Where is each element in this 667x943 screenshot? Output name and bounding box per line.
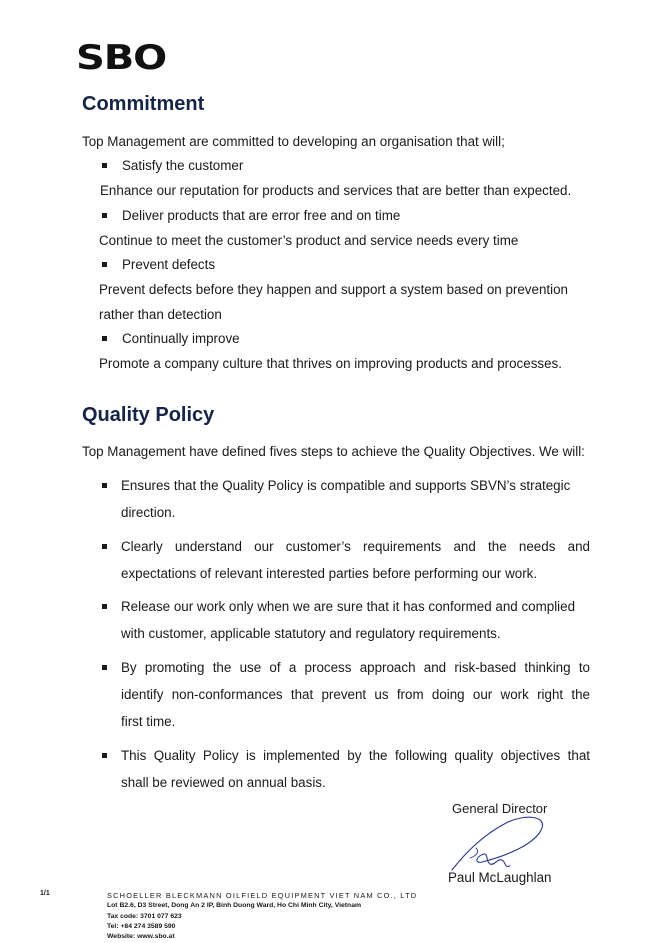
handwritten-signature <box>446 812 550 874</box>
policy-item <box>102 477 590 520</box>
footer-address: Lot B2.6, D3 Street, Dong An 2 IP, Binh Duong Ward, Ho Chi Minh City, Vietnam <box>107 902 362 909</box>
signatory-name: Paul McLaughlan <box>448 870 552 885</box>
page-number: 1/1 <box>40 890 50 897</box>
bullet-icon <box>102 163 107 168</box>
policy-item-line: By promoting the use of a process approach and risk-based thinking to <box>121 660 590 675</box>
policy-item <box>102 747 590 790</box>
signatory-role: General Director <box>452 801 548 816</box>
commitment-item-desc: Prevent defects before they happen and support a system based on prevention <box>99 282 568 297</box>
commitment-intro: Top Management are committed to developing an organisation that will; <box>82 134 505 149</box>
policy-item <box>102 538 590 581</box>
company-logo <box>76 40 168 74</box>
bullet-icon <box>102 665 107 670</box>
policy-item <box>102 659 590 729</box>
commitment-heading: Commitment <box>82 93 205 115</box>
footer-company-name: SCHOELLER BLECKMANN OILFIELD EQUIPMENT VIET NAM CO., LTD <box>107 891 418 900</box>
commitment-item-title: Satisfy the customer <box>122 158 244 173</box>
commitment-item-desc: rather than detection <box>99 307 222 322</box>
policy-item-line: Ensures that the Quality Policy is compatible and supports SBVN’s strategic <box>121 478 571 493</box>
policy-item-line: shall be reviewed on annual basis. <box>121 775 326 790</box>
commitment-item-desc: Promote a company culture that thrives on improving products and processes. <box>99 356 562 371</box>
policy-item <box>102 598 590 641</box>
policy-item-line: direction. <box>121 505 176 520</box>
policy-item-line: expectations of relevant interested parties before performing our work. <box>121 566 538 581</box>
footer-phone: Tel: +84 274 3589 590 <box>107 923 176 930</box>
quality-policy-heading: Quality Policy <box>82 404 215 426</box>
quality-policy-intro: Top Management have defined fives steps to achieve the Quality Objectives. We will: <box>82 444 585 459</box>
policy-item-line: first time. <box>121 714 176 729</box>
logo-text: SBO <box>76 40 167 74</box>
footer-tax-code: Tax code: 3701 077 623 <box>107 913 182 920</box>
bullet-icon <box>102 262 107 267</box>
commitment-item-desc: Continue to meet the customer’s product and service needs every time <box>99 233 519 248</box>
policy-item-line: This Quality Policy is implemented by the following quality objectives that <box>121 748 590 763</box>
bullet-icon <box>102 544 107 549</box>
bullet-icon <box>102 336 107 341</box>
policy-item-line: identify non-conformances that prevent us from doing our work right the <box>121 687 590 702</box>
commitment-item-title: Prevent defects <box>122 257 216 272</box>
sbo-logo-mark <box>76 40 168 74</box>
commitment-item-title: Continually improve <box>122 331 240 346</box>
policy-item-line: with customer, applicable statutory and regulatory requirements. <box>121 626 501 641</box>
commitment-item-desc: Enhance our reputation for products and services that are better than expected. <box>100 183 572 198</box>
policy-item-line: Release our work only when we are sure that it has conformed and complied <box>121 599 576 614</box>
footer-website[interactable]: Website: www.sbo.at <box>107 933 175 940</box>
commitment-item-title: Deliver products that are error free and on time <box>122 208 401 223</box>
bullet-icon <box>102 213 107 218</box>
policy-item-line: Clearly understand our customer’s requirements and the needs and <box>121 539 590 554</box>
bullet-icon <box>102 753 107 758</box>
bullet-icon <box>102 483 107 488</box>
bullet-icon <box>102 604 107 609</box>
